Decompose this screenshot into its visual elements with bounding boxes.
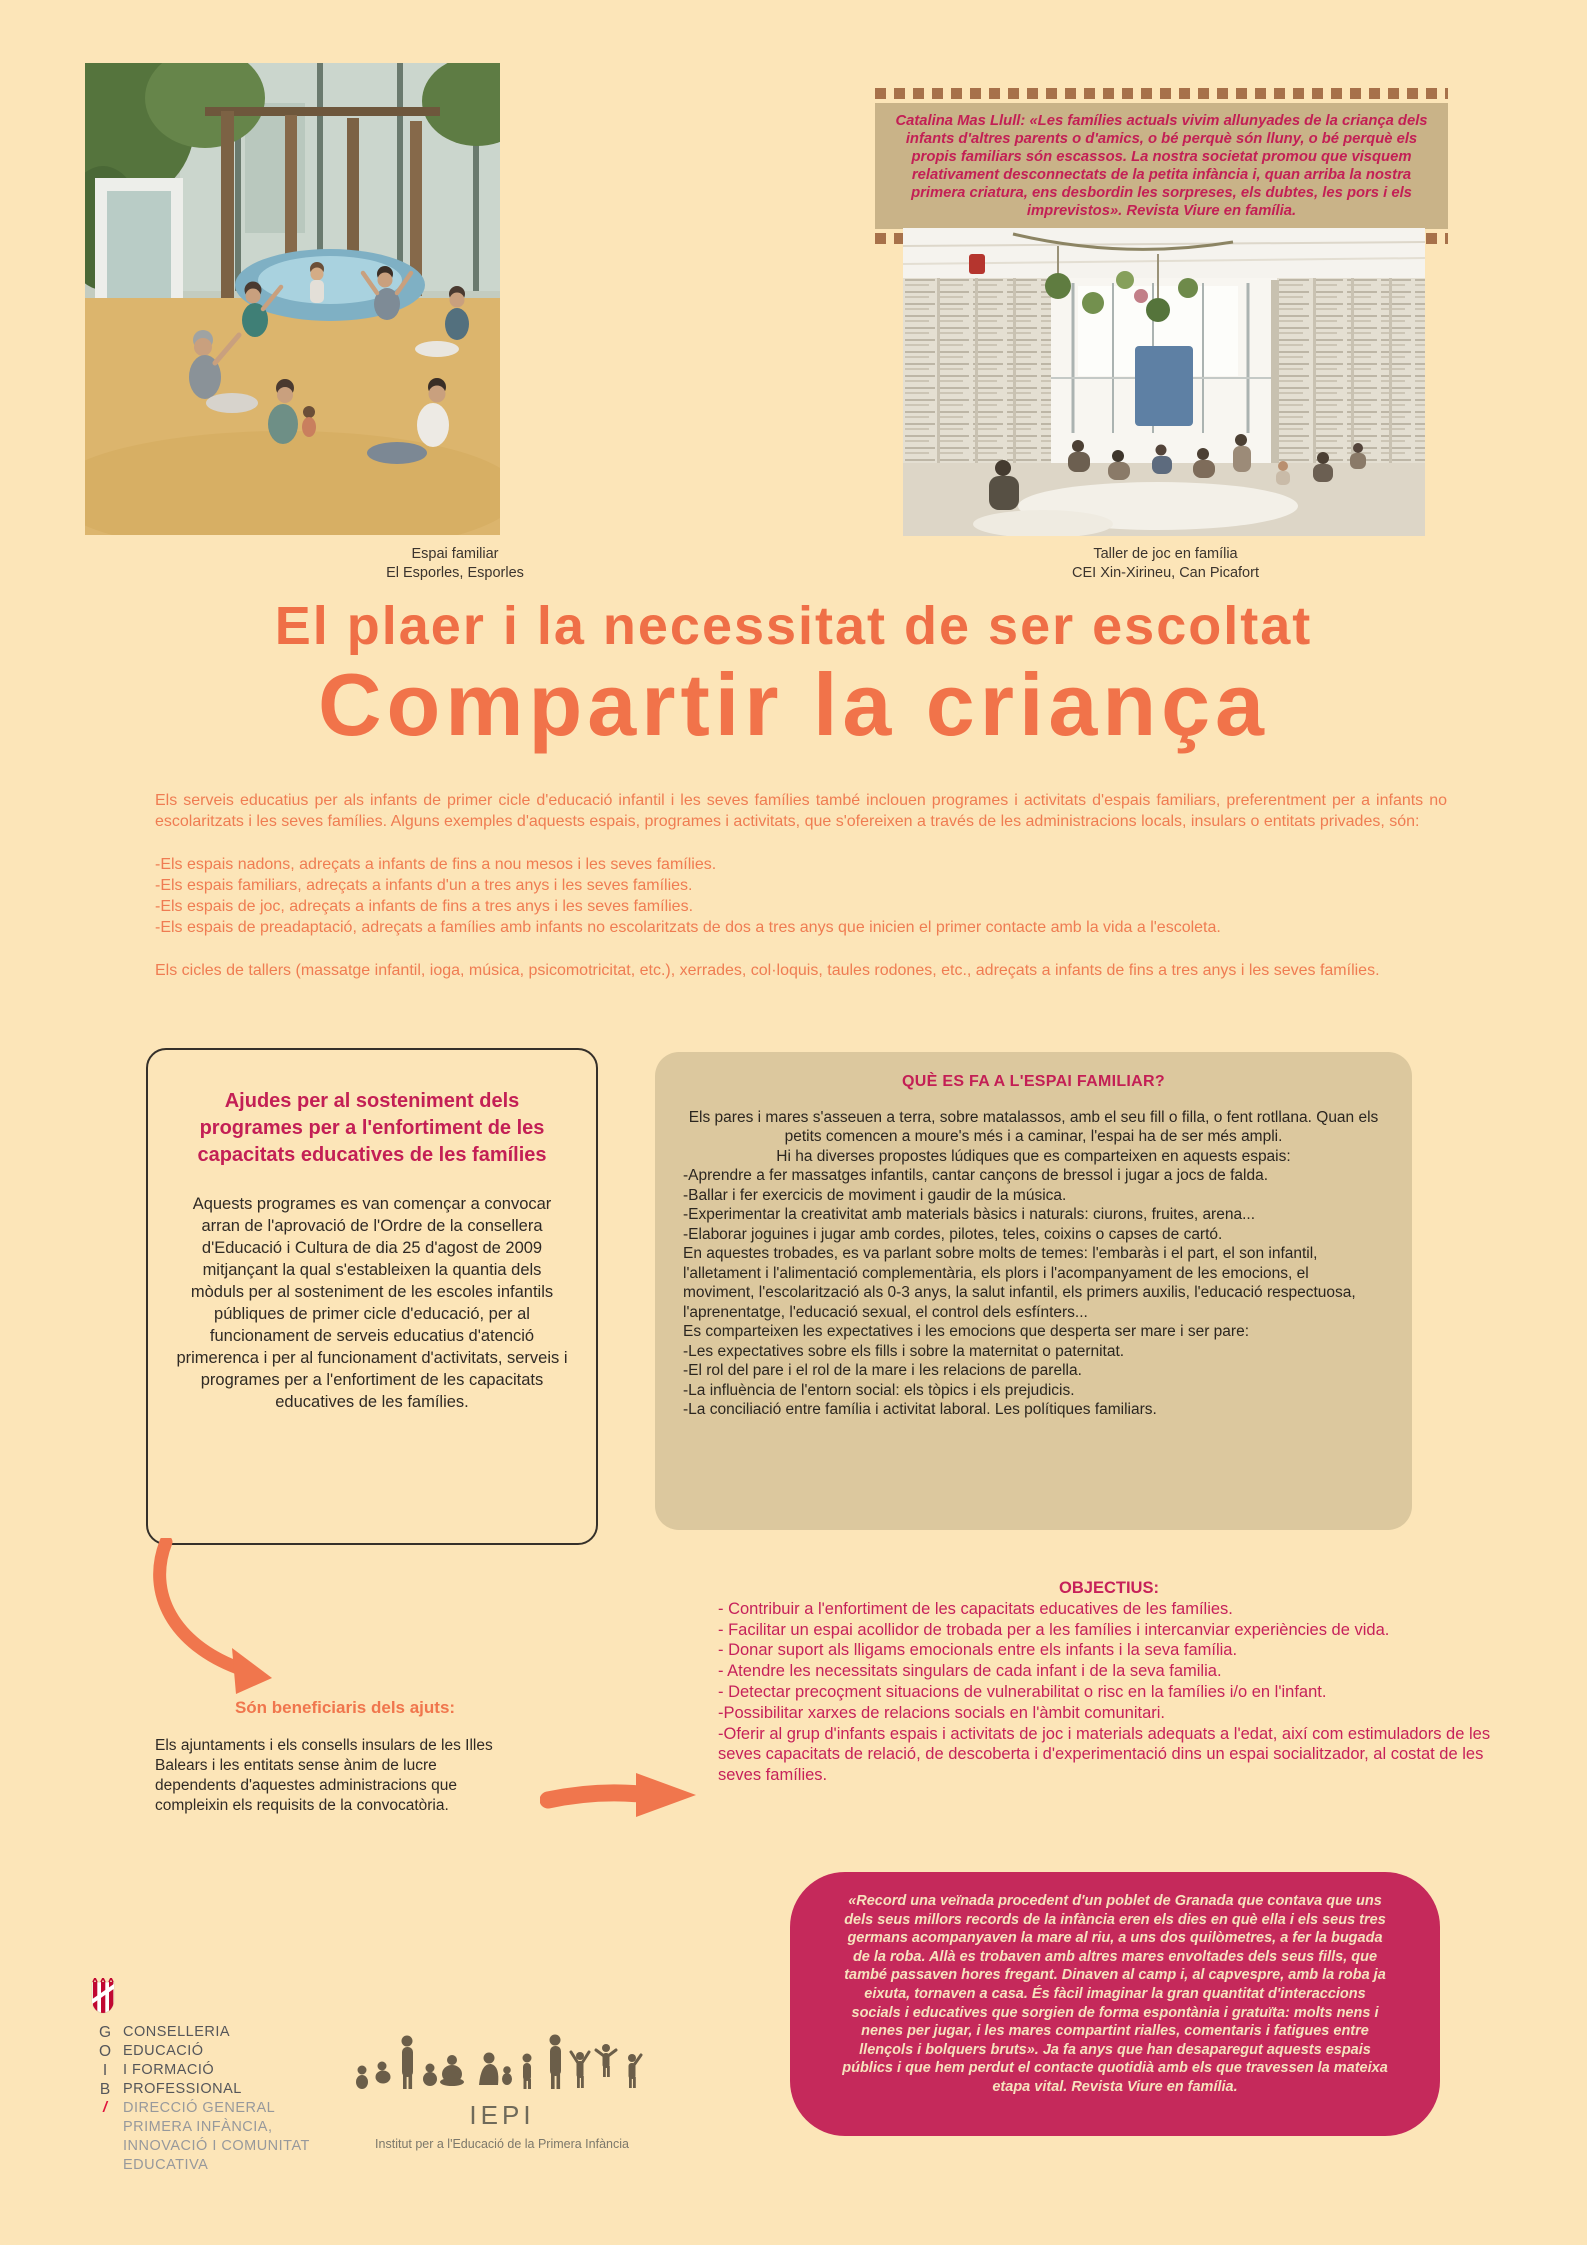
- caption-left-line1: Espai familiar: [411, 546, 499, 562]
- caption-right: [1018, 545, 1313, 583]
- list-item: -Els espais familiars, adreçats a infants d'un a tres anys i les seves famílies.: [155, 877, 693, 894]
- photo-taller-joc: [903, 228, 1425, 536]
- list-item: -Possibilitar xarxes de relacions socials en l'àmbit comunitari.: [718, 1703, 1165, 1722]
- page-subtitle: Compartir la criança: [318, 655, 1269, 754]
- espai-box-title: QUÈ ES FA A L'ESPAI FAMILIAR?: [902, 1073, 1165, 1090]
- espai-paragraph-3: En aquestes trobades, es va parlant sobre molts de temes: l'embaràs i el part, el son infantil, l'alletament i l'alimentació complementària, els plors i l'acompanyament de les emocions, el moviment, l'escolarització als 0-3 anys, la salut infantil, els primers auxilis, l'educació respectuosa, l'aprenentatge, l'educació sexual, el control dels esfínters...: [683, 1245, 1356, 1321]
- ajudes-box-title: Ajudes per al sosteniment dels programes per a l'enfortiment de les capacitats educatives de les famílies: [197, 1090, 547, 1166]
- goib-spacer: [93, 2137, 117, 2156]
- list-item: -La conciliació entre família i activitat laboral. Les polítiques familiars.: [683, 1401, 1157, 1418]
- caption-right-line1: Taller de joc en família: [1093, 546, 1238, 562]
- photo-espai-familiar-illustration: [85, 63, 500, 535]
- beneficiaris-title: Són beneficiaris dels ajuts:: [234, 1698, 456, 1717]
- ajudes-box-body: Aquests programes es van començar a convocar arran de l'aprovació de l'Ordre de la consellera d'Educació i Cultura de dia 25 d'agost de 2009 mitjançant la qual s'estableixen la quantia dels mòduls per al sosteniment de les escoles infantils públiques de primer cicle d'educació, per al funcionament de serveis educatius d'atenció primerenca i per al funcionament d'activitats, serveis i programes per a l'enfortiment de les capacitats educatives de les famílies.: [176, 1195, 568, 1411]
- espai-paragraph-1: Els pares i mares s'asseuen a terra, sobre matalassos, amb el seu fill o filla, o fent rotllana. Quan els petits comencen a moure's més i a caminar, l'espai ha de ser més ampli.: [688, 1108, 1379, 1145]
- goib-letter: O: [98, 2043, 112, 2060]
- goib-spacer: [93, 2156, 117, 2175]
- list-item: -Experimentar la creativitat amb materials bàsics i naturals: ciurons, fruites, arena...: [683, 1206, 1256, 1223]
- list-item: - Detectar precoçment situacions de vulnerabilitat o risc en la famílies i/o en l'infant.: [718, 1682, 1327, 1701]
- espai-proposals-intro: Hi ha diverses propostes lúdiques que es comparteixen en aquests espais:: [776, 1147, 1291, 1165]
- intro-paragraph-2: Els cicles de tallers (massatge infantil, ioga, música, psicomotricitat, etc.), xerrades, col·loquis, taules rodones, etc., adreçats a infants de fins a tres anys i les seves famílies.: [155, 962, 1380, 979]
- list-item: - Contribuir a l'enfortiment de les capacitats educatives de les famílies.: [718, 1599, 1233, 1618]
- iepi-tagline: Institut per a l'Educació de la Primera Infància: [375, 2137, 629, 2151]
- goib-letter: I: [102, 2062, 108, 2079]
- intro-section: [155, 790, 1447, 981]
- list-item: -Ballar i fer exercicis de moviment i gaudir de la música.: [683, 1186, 1067, 1204]
- photo-taller-joc-illustration: [903, 228, 1425, 536]
- goib-line: INNOVACIÓ I COMUNITAT: [123, 2138, 310, 2154]
- right-arrow-icon: [540, 1762, 700, 1832]
- objectius-title: OBJECTIUS:: [1059, 1579, 1159, 1597]
- list-item: - Donar suport als lligams emocionals entre els infants i la seva família.: [718, 1641, 1238, 1660]
- goib-line: EDUCATIVA: [123, 2157, 209, 2173]
- goib-slash: /: [102, 2100, 108, 2116]
- iepi-logo: IEPI: [469, 2100, 535, 2130]
- objectius-section: [718, 1578, 1500, 1786]
- goib-line: PRIMERA INFÀNCIA,: [123, 2119, 273, 2135]
- list-item: - Atendre les necessitats singulars de cada infant i de la seva familia.: [718, 1662, 1222, 1681]
- intro-list: [155, 854, 1447, 938]
- list-item: -Elaborar joguines i jugar amb cordes, pilotes, teles, coixins o capses de cartó.: [683, 1225, 1223, 1243]
- list-item: - Facilitar un espai acollidor de trobada per a les famílies i intercanviar experiències de vida.: [718, 1620, 1390, 1639]
- curved-arrow-icon: [138, 1538, 298, 1698]
- photo-espai-familiar: [85, 63, 500, 535]
- quote-top: [875, 88, 1448, 244]
- espai-expectatives-intro: Es comparteixen les expectatives i les emocions que desperta ser mare i ser pare:: [683, 1323, 1250, 1340]
- caption-left-line2: El Esporles, Esporles: [386, 565, 524, 581]
- caption-left: [300, 545, 610, 583]
- list-item: -Aprendre a fer massatges infantils, cantar cançons de bressol i jugar a jocs de falda.: [683, 1167, 1269, 1184]
- goib-spacer: [93, 2118, 117, 2137]
- goib-line: CONSELLERIA: [123, 2024, 231, 2040]
- caption-right-line2: CEI Xin-Xirineu, Can Picafort: [1072, 565, 1259, 581]
- list-item: -Les expectatives sobre els fills i sobre la maternitat o paternitat.: [683, 1342, 1125, 1360]
- goib-line: EDUCACIÓ: [123, 2043, 204, 2059]
- quote-top-text: Catalina Mas Llull: «Les famílies actuals vivim allunyades de la criança dels infants d'altres parents o d'amics, o bé perquè són lluny, o bé perquè els propis familiars són escassos. La nostra societat promou que visquem relativament desconnectats de la petita infància i, quan arriba la nostra primera criatura, ens desbordin les sorpreses, els dubtes, les pors i els imprevistos». Revista Viure en família.: [875, 103, 1448, 229]
- dashed-border-top: [875, 88, 1448, 99]
- people-silhouettes-icon: [352, 2032, 652, 2094]
- espai-familiar-box: [655, 1052, 1412, 1530]
- quote-bottom: «Record una veïnada procedent d'un poblet de Granada que contava que uns dels seus millors records de la infància eren els dies en què ella i els seus tres germans acompanyaven la mare al riu, a uns dos quilòmetres, a fer la bugada de la roba. Allà es trobaven amb altres mares envoltades dels seus fills, que també passaven hores fregant. Dinaven al camp i, al capvespre, amb la roba ja eixuta, tornaven a casa. És fàcil imaginar la gran quantitat d'interaccions socials i educatives que sorgien de forma espontània i gratuïta: molts nens i nenes per jugar, i les mares compartint rialles, comentaris i fatigues entre llençols i bolquers bruts». Ja fa anys que han desaparegut aquests espais públics i que hem perdut el contacte quotidià amb els que travessen la mateixa etapa vital. Revista Viure en família.: [790, 1872, 1440, 2136]
- list-item: -La influència de l'entorn social: els tòpics i els prejudicis.: [683, 1381, 1075, 1399]
- goib-line: DIRECCIÓ GENERAL: [123, 2100, 276, 2116]
- page-title: El plaer i la necessitat de ser escoltat: [274, 596, 1313, 656]
- list-item: -Els espais de joc, adreçats a infants de fins a tres anys i les seves famílies.: [155, 898, 694, 915]
- list-item: -Els espais de preadaptació, adreçats a famílies amb infants no escolaritzats de dos a tres anys que inicien el primer contacte amb la vida a l'escoleta.: [155, 919, 1221, 936]
- goib-letter: G: [98, 2024, 112, 2041]
- list-item: -Els espais nadons, adreçats a infants de fins a nou mesos i les seves famílies.: [155, 856, 717, 873]
- goib-logo: [93, 2023, 363, 2175]
- intro-paragraph: Els serveis educatius per als infants de primer cicle d'educació infantil i les seves famílies també inclouen programes i activitats d'espais familiars, preferentment per a infants no escolaritzats i les seves famílies. Alguns exemples d'aquests espais, programes i activitats, que s'ofereixen a través de les administracions locals, insulars o entitats privades, són:: [155, 792, 1447, 830]
- goib-line: PROFESSIONAL: [123, 2081, 242, 2097]
- goib-letter: B: [99, 2081, 111, 2098]
- beneficiaris-body: Els ajuntaments i els consells insulars de les Illes Balears i les entitats sense ànim de lucre dependents d'aquestes administracions que compleixin els requisits de la convocatòria.: [155, 1737, 493, 1814]
- balearic-shield-icon: [90, 1978, 116, 2016]
- list-item: -El rol del pare i el rol de la mare i les relacions de parella.: [683, 1362, 1082, 1379]
- list-item: -Oferir al grup d'infants espais i activitats de joc i materials adequats a l'edat, així com estimuladors de les seves capacitats de relació, de descoberta i d'experimentació dins un espai socialitzador, al costat de les seves famílies.: [718, 1724, 1491, 1785]
- ajudes-box: [146, 1048, 598, 1545]
- goib-line: I FORMACIÓ: [123, 2062, 215, 2078]
